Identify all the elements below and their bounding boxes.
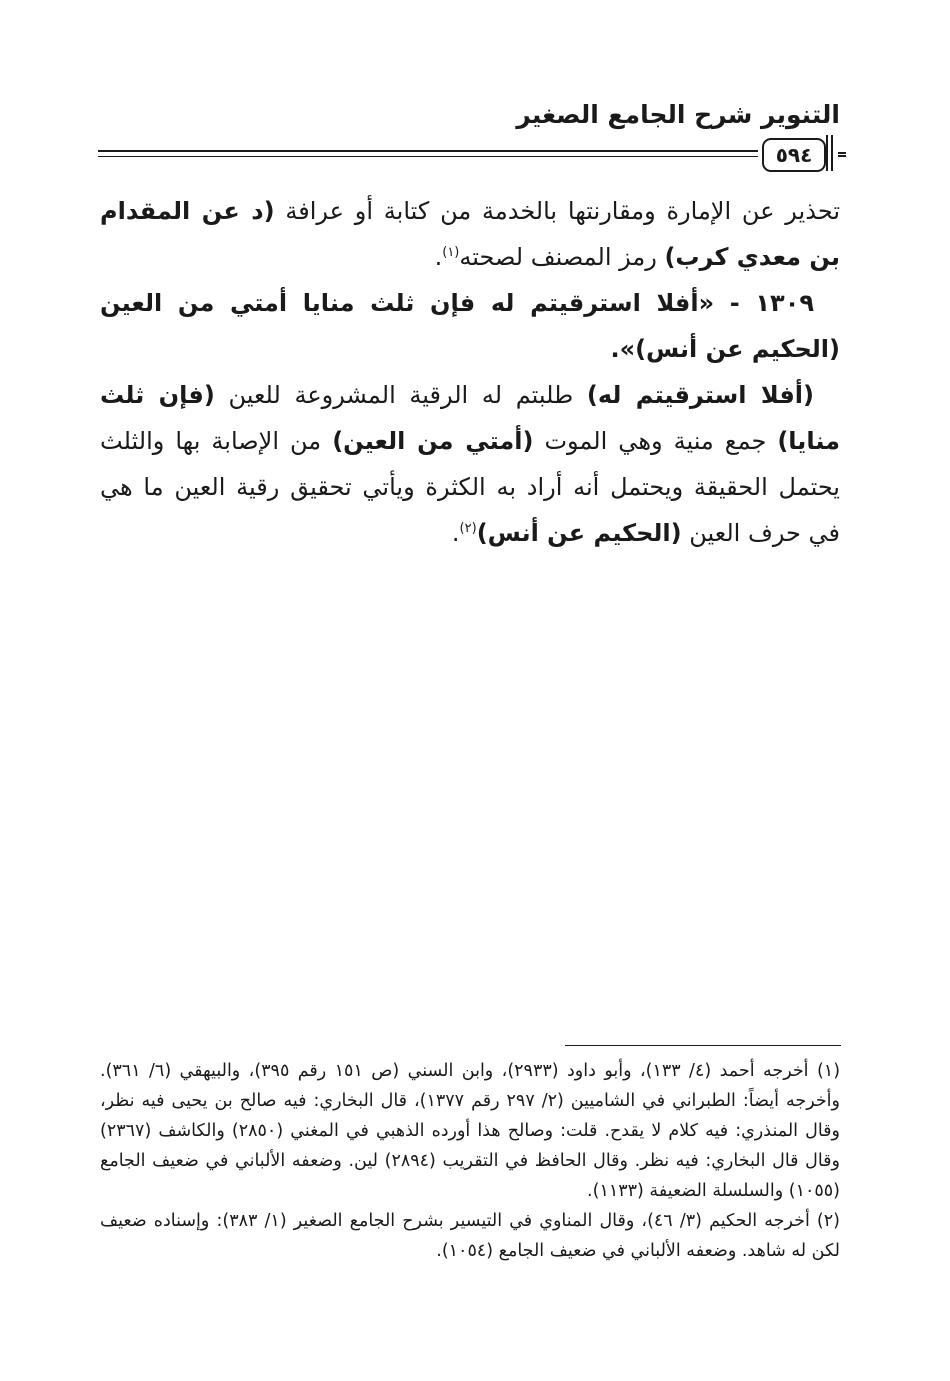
text-run: طلبتم له الرقية المشروعة للعين xyxy=(214,381,587,409)
page-number: ٥٩٤ xyxy=(762,138,826,172)
footnote-ref-2: (٢) xyxy=(459,521,477,536)
text-run: رمز المصنف لصحته xyxy=(459,243,665,271)
hadith-text: «أفلا استرقيتم له فإن ثلث منايا أمتي من العين (الحكيم عن أنس)». xyxy=(100,289,840,363)
footnote-1: (١) أخرجه أحمد (٤/ ١٣٣)، وأبو داود (٢٩٣٣)، وابن السني (ص ١٥١ رقم ٣٩٥)، والبيهقي (٦/ ٣٦١). وأخرجه أيضاً: الطبراني في الشاميين (٢/ ٢٩٧ رقم ١٣٧٧)، قال البخاري: فيه صالح بن يحيى فيه نظر، وقال المنذري: فيه كلام لا يقدح. قلت: وصالح هذا أورده الذهبي في المغني (٢٨٥٠) والكاشف (٢٣٦٧) وقال قال البخاري: فيه نظر. وقال الحافظ في التقريب (٢٨٩٤) لين. وضعفه الألباني في ضعيف الجامع (١٠٥٥) والسلسلة الضعيفة (١١٣٣). xyxy=(100,1061,841,1201)
source-attribution: (د عن المقدام بن معدي كرب) xyxy=(100,197,840,271)
text-run: . xyxy=(434,243,443,271)
commentary-paragraph xyxy=(100,372,840,556)
separator: - xyxy=(714,289,756,317)
text-run: من الإصابة بها والثلث يحتمل الحقيقة ويحتمل أنه أراد به الكثرة ويأتي تحقيق رقية العين ما هي في حرف العين xyxy=(100,427,840,547)
footnotes xyxy=(100,1056,840,1266)
text-run: . xyxy=(451,519,460,547)
header-dash xyxy=(838,152,846,157)
text-run: تحذير عن الإمارة ومقارنتها بالخدمة من كتابة أو عرافة xyxy=(274,197,840,225)
hadith-entry xyxy=(100,280,840,372)
quoted-phrase: (فإن ثلث منايا) xyxy=(100,381,840,455)
source-attribution: (الحكيم عن أنس) xyxy=(476,519,682,547)
footnote-separator xyxy=(565,1045,841,1046)
quoted-phrase: (أفلا استرقيتم له) xyxy=(586,381,814,409)
footnote-2: (٢) أخرجه الحكيم (٣/ ٤٦)، وقال المناوي في التيسير بشرح الجامع الصغير (١/ ٣٨٣): وإسناده ضعيف لكن له شاهد. وضعفه الألباني في ضعيف الجامع (١٠٥٤). xyxy=(100,1211,840,1261)
hadith-number: ١٣٠٩ xyxy=(755,289,814,317)
quoted-phrase: (أمتي من العين) xyxy=(332,427,534,455)
footnote-ref-1: (١) xyxy=(442,245,460,260)
page-number-bars xyxy=(826,135,836,171)
header-rule xyxy=(98,150,758,157)
text-run: جمع منية وهي الموت xyxy=(533,427,778,455)
running-title: التنوير شرح الجامع الصغير xyxy=(516,100,840,129)
main-text xyxy=(100,188,840,556)
paragraph-1 xyxy=(100,188,840,280)
